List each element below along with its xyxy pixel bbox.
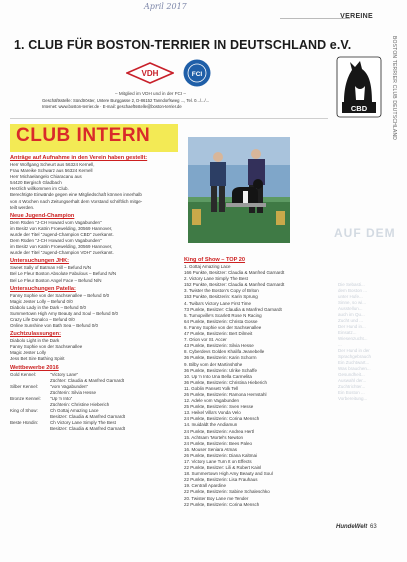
ranking-points: 152 Punkte, Besitzer: Claudia & Manfred Garnardt <box>184 282 285 288</box>
competition-value: Züchterin: Silvia Hesse <box>50 389 97 395</box>
competition-class: Gold Kennel: <box>10 371 37 377</box>
ranking-entry: 15. Achtsam 'Mortel's Newton <box>184 434 243 440</box>
text-line: Crazy Life Donalco – Befund 0/0 <box>10 316 75 322</box>
text-line: wurde der Titel "Jugend-Champion CBD" zuerkannt. <box>10 231 114 237</box>
bleed-through-line: auch im Qu... <box>338 312 365 317</box>
ranking-entry: 13. Heikel Villa's Vonda Velo <box>184 410 241 416</box>
bleed-through-heading: AUF DEM <box>334 226 396 240</box>
ranking-points: 36 Punkte, Besitzerin: Ulrike Schaffe <box>184 367 257 373</box>
ranking-entry: 12. Adele vom Vagabunden <box>184 398 239 404</box>
text-line: Online Sunshine von Bath Sea – Befund 0/0 <box>10 323 99 329</box>
ranking-points: 43 Punkte, Besitzerin: Silvia Hesse <box>184 343 254 349</box>
section-applications <box>10 155 182 211</box>
king-of-show-title: King of Show – TOP 20 <box>184 257 246 263</box>
text-line: Sweet Sally of Batman Hill – Befund N/N <box>10 265 92 271</box>
ranking-entry: 10. Up 'n Into Una Bella Carmelita <box>184 373 252 379</box>
competition-class: King of Show: <box>10 408 38 414</box>
competition-class <box>10 426 50 432</box>
section-rubrik: VEREINE <box>340 13 373 20</box>
header-divider <box>10 118 328 119</box>
text-line: Diabolo Lady in the Dark – Befund 0/0 <box>10 304 87 310</box>
section-jhk-exams <box>10 258 182 283</box>
ranking-points: 36 Punkte, Besitzerin: Karin Schorrn <box>184 355 257 361</box>
ranking-entry: 7. Orion vor St. Accer <box>184 337 227 343</box>
bleed-through-line: Sinne, so wi... <box>338 300 367 305</box>
ranking-entry: 11. Goblin Pansett Yolk Tell <box>184 385 239 391</box>
text-line: Herr Michaelangelo Chiaracanu aus <box>10 174 82 180</box>
king-of-show-column <box>184 255 334 508</box>
bleed-through-line: Zucht und ... <box>338 318 364 323</box>
bleed-through-line: Was brauchen... <box>338 366 371 371</box>
competition-value: Besitzer: Claudia & Manfred Garnardt <box>50 426 126 432</box>
ranking-points: 24 Punkte, Besitzerin: Andrea Hertl <box>184 428 255 434</box>
ranking-points: 64 Punkte, Besitzerin: Christa Gosse <box>184 318 258 324</box>
text-line: Magic Jester Lolly – Befund 0/0 <box>10 298 73 304</box>
bleed-through-line: Vorbereitung... <box>338 396 368 401</box>
bleed-through-line: Die Sebasti... <box>338 282 365 287</box>
ranking-points: 22 Punkte, Besitzerin: Corina Mensch <box>184 501 260 507</box>
competition-class: Beste Hündin: <box>10 420 39 426</box>
competition-value: Züchterin: Christine Hieberich <box>50 402 110 407</box>
ranking-entry: 3. Twister the Boston's Copy of Briton <box>184 288 259 294</box>
ranking-points: 24 Punkte, Besitzerin: Bees Paleo <box>184 440 253 446</box>
cbd-club-logo <box>336 56 382 118</box>
club-title: 1. CLUB FÜR BOSTON-TERRIER IN DEUTSCHLAND e.V. <box>14 38 352 52</box>
ranking-points: 24 Punkte, Besitzerin: Corina Mensch <box>184 416 260 422</box>
text-line: von 4 Wochen nach Zeitungserhalt dem Vorstand schriftlich mitge- <box>10 198 143 204</box>
ranking-entry: 18. Summertown High Amy Beauty and Soul <box>184 471 273 477</box>
section-title: Anträge auf Aufnahme in den Verein haben gestellt: <box>10 155 148 161</box>
contact-block <box>42 98 280 110</box>
section-breeding-approvals <box>10 331 182 362</box>
bleed-through-line: Gesundheit... <box>338 372 365 377</box>
contact-address: Geschäftsstelle: Sündtröster, Untere Burggasse 2, D-86152 Tanndorfsweg ..., Tel. 0.../.../... <box>42 98 210 103</box>
text-line: Magic Jester Lolly <box>10 350 47 356</box>
section-title: Wettbewerbe 2016 <box>10 364 59 371</box>
ranking-points: 22 Punkte, Besitzerin: Lisa Frauhaus <box>184 477 258 483</box>
show-photo <box>188 137 290 243</box>
ranking-points: 22 Punkte, Besitzerin: Sabine Schaleschko <box>184 489 270 495</box>
text-line: Berechtigte Einwände gegen eine Mitgliedschaft können innerhalb <box>10 192 142 198</box>
competition-value: "Victory Lane" <box>50 371 79 377</box>
text-line: im Besitz von Katrin Froewelding, 30569 Hannover, <box>10 244 113 250</box>
text-line: Herzlich willkommen im Club. <box>10 186 69 192</box>
ranking-entry: 2. Victory Lane Simply The Best <box>184 276 248 282</box>
handwritten-date-note: April 2017 <box>144 2 187 11</box>
ranking-points: 26 Punkte, Besitzerin: Ramona Hernstahl <box>184 391 267 397</box>
ranking-entry: 8. Cyberdevs Golden Khalifa Jeanebelle <box>184 349 265 355</box>
competition-value: "Up 'n Into" <box>50 395 73 401</box>
section-junior-champion <box>10 213 182 257</box>
ranking-entry: 9. Bilby vom der Martinshöhe <box>184 361 243 367</box>
competition-value: Ch Victory Lane Simply The Best <box>50 420 116 426</box>
fci-logo <box>182 58 212 88</box>
text-line: teilt werden. <box>10 204 35 210</box>
ranking-points: 22 Punkte, Besitzer: Lili & Robert Kainl <box>184 465 262 471</box>
text-line: Dem Rüden "J-CH Howard vom Vagabunden" <box>10 219 102 225</box>
banner-title: CLUB INTERN <box>16 125 151 146</box>
text-line: Diabolo Light in the Dark <box>10 338 60 344</box>
text-line: Fanny Sophie von der Sachsenallee <box>10 344 83 350</box>
ranking-entry: 4. Twiba's Victory Lane First Time <box>184 300 251 306</box>
bleed-through-line: Wiesenzucht... <box>338 336 368 341</box>
bleed-through-line: Der Hund in der <box>338 348 370 353</box>
bleed-through-line: Zuchtrichter... <box>338 384 366 389</box>
competition-row <box>10 426 182 432</box>
bleed-through-line: Der Hund in... <box>338 324 366 329</box>
svg-text:CBD: CBD <box>350 104 368 113</box>
bleed-through-line: Ein Boston ... <box>338 390 365 395</box>
text-line: Summertown High Amy Beauty and Soul – Befund 0/0 <box>10 310 119 316</box>
king-of-show-list <box>184 264 334 508</box>
ranking-points: 25 Punkte, Besitzerin: Sven Hesse <box>184 404 254 410</box>
bleed-through-line: unter Hufe... <box>338 294 363 299</box>
vertical-ribbon-text: BOSTON TERRIER CLUB DEUTSCHLAND <box>391 36 397 141</box>
bleed-through-line: dem Boston ... <box>338 288 368 293</box>
bleed-through-line: Ausstellun... <box>338 306 363 311</box>
competition-value: Ch Gottaj Amazing Lace <box>50 408 99 414</box>
text-line: Bel Le Fleur Boston Angel Face – Befund N/N <box>10 277 102 283</box>
bleed-through-lines <box>338 282 390 402</box>
ranking-points: 36 Punkte, Besitzerin: Christina Hieberich <box>184 379 268 385</box>
ranking-points: 166 Punkte, Besitzer: Claudia & Manfred Garnardt <box>184 270 285 276</box>
ranking-entry: 14. Inuidaldt the Andiamun <box>184 422 238 428</box>
text-line: Dem Rüden "J-CH Howard vom Vagabunden" <box>10 238 102 244</box>
svg-text:FCI: FCI <box>191 71 203 78</box>
text-line: Jess Bet Sire Bathing Spirit <box>10 356 65 362</box>
ranking-entry: 16. Mouser Seniara Atmas <box>184 446 238 452</box>
ranking-points: 47 Punkte, Besitzerin: Bert Dilmeit <box>184 331 253 337</box>
ranking-entry: 5. Tumopville's Scarlett Rose N Racing <box>184 312 262 318</box>
bleed-through-line: Sprachgebrauch <box>338 354 372 359</box>
bleed-through-text <box>338 282 390 402</box>
ranking-entry: 20. Twister Boy Lane me Tender <box>184 495 249 501</box>
ranking-points: 73 Punkte, Besitzer: Claudia & Manfred Garnardt <box>184 306 282 312</box>
membership-line: – Mitglied im VDH und in der FCI – <box>115 91 186 96</box>
competition-value: "vom Vagabunden" <box>50 383 89 389</box>
ranking-points: 153 Punkte, Besitzerin: Karin Sprung <box>184 294 258 300</box>
bleed-through-line: Auswahl der... <box>338 378 367 383</box>
text-line: Bel Le Fleur Boston Absolute Fabulous – Befund N/N <box>10 271 117 277</box>
section-competitions <box>10 365 182 433</box>
competition-value: Besitzer: Claudia & Manfred Garnardt <box>50 414 126 420</box>
contact-internet: Internet: www.boston-terrier.de · E-mail: geschaeftsstelle@boston-terrier.de <box>42 104 182 109</box>
section-title: Zuchtzulassungen: <box>10 331 61 338</box>
competition-class: Bronze Kennel: <box>10 395 41 401</box>
text-line: im Besitz von Katrin Froewelding, 30569 Hannover, <box>10 225 113 231</box>
bleed-through-line: Einsatz... <box>338 330 357 335</box>
section-title: Untersuchungen JHK: <box>10 258 70 265</box>
bleed-through-line: Ein Zuchtwart... <box>338 360 370 365</box>
ranking-entry: 1. Gottaj Amazing Lace <box>184 264 231 269</box>
text-line: Frau Mareike Schwarz aus 56324 Kernell <box>10 168 93 174</box>
text-line: Herr Wolfgang Scheurt aus 56324 Kernell, <box>10 162 95 167</box>
competition-value: Züchter: Claudia & Manfred Garnardt <box>50 377 125 383</box>
text-line: 54420 Bergisch Gladbach <box>10 180 62 186</box>
competition-class: Silber Kennel: <box>10 383 39 389</box>
publication-name: HundeWelt <box>336 524 368 530</box>
section-patella-exams <box>10 286 182 330</box>
section-title: Neue Jugend-Champion <box>10 212 75 219</box>
ranking-entry: 17. Victory Lane Turn It on Effects <box>184 459 252 464</box>
text-line: Fanny Sophie von der Sachsenallee – Befund 0/0 <box>10 292 110 298</box>
ranking-entry: 19. Centrall Apardine <box>184 483 227 489</box>
section-title: Untersuchungen Patella: <box>10 285 76 292</box>
ranking-entry: 6. Fanny Sophie von der Sachsenallee <box>184 324 262 330</box>
ranking-points: 26 Punkte, Besitzerin: Diana Kaltmai <box>184 452 258 458</box>
left-column <box>10 153 182 432</box>
bleed-through-line: ... <box>338 342 342 347</box>
svg-text:VDH: VDH <box>141 69 159 78</box>
vdh-logo <box>126 62 174 84</box>
page-number: 63 <box>370 524 377 530</box>
text-line: wurde der Titel "Jugend-Champion VDH" zuerkannt. <box>10 250 114 256</box>
